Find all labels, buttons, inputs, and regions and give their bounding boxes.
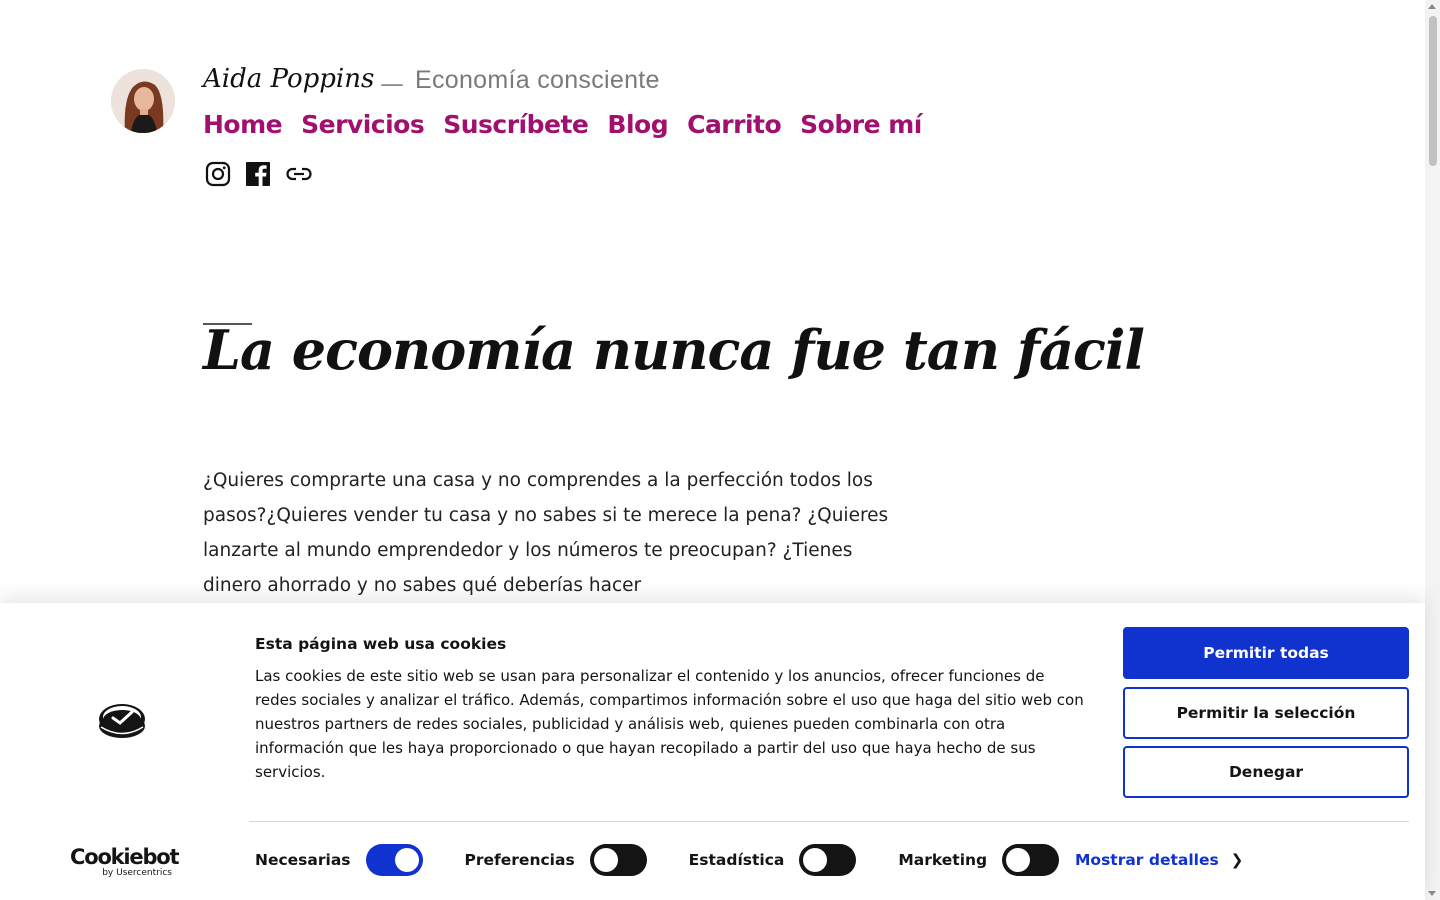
- toggle-label-necesarias: Necesarias: [255, 851, 351, 869]
- avatar[interactable]: [111, 69, 175, 133]
- toggle-group-preferencias: [465, 844, 647, 876]
- page-title: La economía nunca fue tan fácil: [203, 318, 1144, 382]
- instagram-icon[interactable]: [205, 161, 231, 187]
- toggle-preferencias[interactable]: [590, 844, 647, 876]
- link-icon[interactable]: [285, 161, 311, 187]
- nav-item-suscribete[interactable]: Suscríbete: [443, 110, 589, 139]
- show-details-link[interactable]: [1075, 851, 1243, 869]
- site-tagline: Economía consciente: [415, 66, 660, 94]
- nav-item-carrito[interactable]: Carrito: [687, 110, 782, 139]
- title-separator: —: [380, 70, 404, 98]
- toggle-label-marketing: Marketing: [898, 851, 988, 869]
- scroll-thumb[interactable]: [1429, 16, 1437, 166]
- scroll-down-arrow-icon[interactable]: [1428, 891, 1436, 896]
- nav-item-servicios[interactable]: Servicios: [301, 110, 425, 139]
- cookie-banner-divider: [249, 821, 1409, 822]
- cookie-category-toggles: [255, 844, 1101, 876]
- toggle-label-estadistica: Estadística: [688, 851, 785, 869]
- toggle-estadistica[interactable]: [799, 844, 856, 876]
- cookiebot-brand-name: Cookiebot: [70, 845, 179, 869]
- scroll-up-arrow-icon[interactable]: [1428, 4, 1436, 9]
- facebook-icon[interactable]: [245, 161, 271, 187]
- cookiebot-brand-sub: by Usercentrics: [102, 868, 172, 878]
- toggle-label-preferencias: Preferencias: [464, 851, 575, 869]
- cookie-banner-text: Las cookies de este sitio web se usan para personalizar el contenido y los anuncios, ofrecer funciones de redes sociales y analizar el tráfico. Además, compartimos información sobre el uso que haga del sitio web con nuestros partners de redes sociales, publicidad y análisis web, quienes pueden combinarla con otra información que les haya proporcionado o que hayan recopilado a partir del uso que haya hecho de sus servicios.: [255, 667, 1084, 781]
- chevron-right-icon: ❯: [1230, 851, 1244, 869]
- toggle-group-necesarias: [255, 844, 423, 876]
- toggle-group-estadistica: [689, 844, 857, 876]
- nav-item-home[interactable]: Home: [203, 110, 283, 139]
- deny-button[interactable]: Denegar: [1123, 746, 1409, 798]
- allow-selection-button[interactable]: Permitir la selección: [1123, 687, 1409, 739]
- toggle-group-marketing: [898, 844, 1059, 876]
- site-title[interactable]: Aida Poppins: [203, 64, 375, 94]
- toggle-necesarias[interactable]: [366, 844, 423, 876]
- show-details-label: Mostrar detalles: [1075, 851, 1219, 869]
- toggle-marketing[interactable]: [1002, 844, 1059, 876]
- nav-item-sobre-mi[interactable]: Sobre mí: [800, 110, 922, 139]
- nav-item-blog[interactable]: Blog: [607, 110, 669, 139]
- cookie-banner-title: Esta página web usa cookies: [255, 635, 507, 653]
- main-nav: [203, 110, 922, 139]
- cookiebot-logo-icon: [98, 700, 146, 740]
- intro-paragraph: ¿Quieres comprarte una casa y no comprendes a la perfección todos los pasos?¿Quieres vender tu casa y no sabes si te merece la pena? ¿Quieres lanzarte al mundo emprendedor y los números te preocupan? ¿Tienes dinero ahorrado y no sabes qué deberías hacer: [203, 470, 889, 596]
- page-scrollbar[interactable]: [1425, 0, 1440, 900]
- social-links: [205, 161, 311, 187]
- allow-all-button[interactable]: Permitir todas: [1123, 627, 1409, 679]
- cookiebot-brand[interactable]: [70, 845, 179, 878]
